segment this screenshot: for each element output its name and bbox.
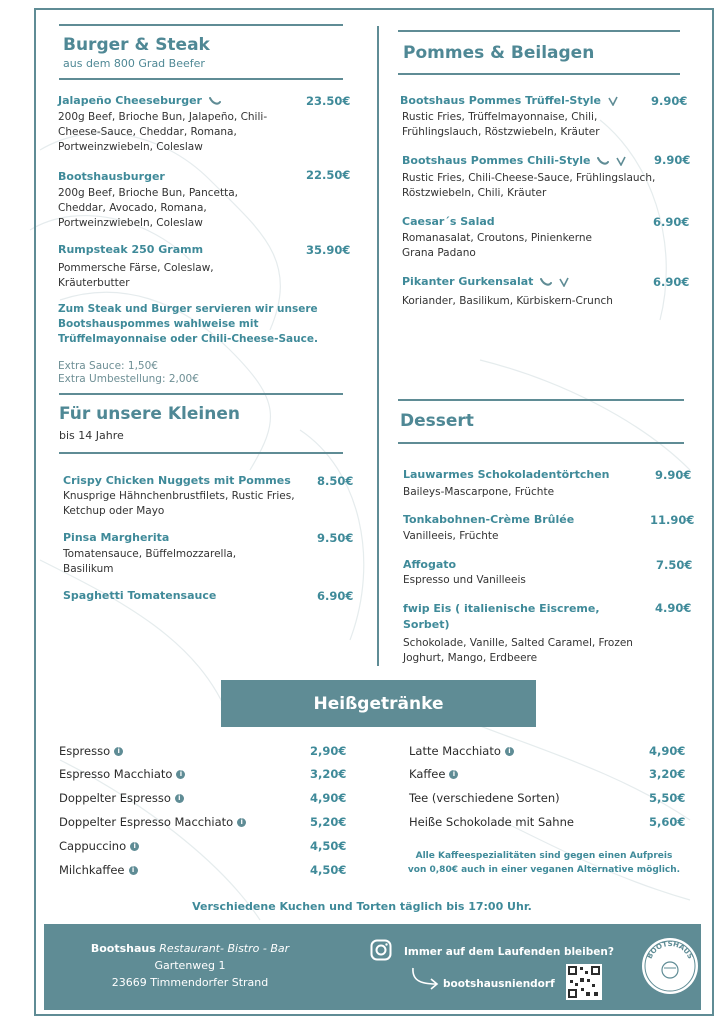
- menu-item-price: 11.90€: [650, 513, 695, 527]
- drink-price: 3,20€: [310, 767, 347, 781]
- footer: [44, 924, 701, 1010]
- kids-subtitle: bis 14 Jahre: [59, 429, 124, 442]
- menu-item-name: [400, 94, 618, 107]
- menu-item-desc: Rustic Fries, Chili-Cheese-Sauce, Frühlingslauch, Röstzwiebeln, Chili, Kräuter: [402, 172, 656, 199]
- menu-item-name: Caesar´s Salad: [402, 215, 495, 228]
- menu-item-name: Lauwarmes Schokoladentörtchen: [403, 468, 610, 481]
- instagram-icon[interactable]: [370, 939, 392, 961]
- menu-item-price: 6.90€: [653, 215, 690, 229]
- menu-item-desc: Romanasalat, Croutons, Pinienkerne Grana Padano: [402, 232, 593, 259]
- menu-item-desc: Baileys-Mascarpone, Früchte: [403, 486, 555, 498]
- menu-item-price: 9.90€: [655, 468, 692, 482]
- menu-item-price: 35.90€: [306, 243, 351, 257]
- vegan-note: [396, 849, 692, 877]
- svg-text:BOOTSHAUS: BOOTSHAUS: [645, 939, 695, 961]
- extra-sauce: Extra Sauce: 1,50€: [58, 360, 158, 372]
- drink-price: 5,20€: [310, 815, 347, 829]
- footer-tagline: Restaurant- Bistro - Bar: [159, 942, 290, 955]
- item-label: Bootshausburger: [58, 170, 165, 183]
- burger-end-rule: [59, 393, 343, 395]
- instagram-handle[interactable]: bootshausniendorf: [443, 978, 555, 990]
- footer-city: 23669 Timmendorfer Strand: [111, 976, 269, 989]
- drink-name: [409, 791, 560, 805]
- menu-item-price: 9.90€: [651, 94, 688, 108]
- drink-label: Espresso Macchiato: [59, 767, 173, 781]
- menu-item-name: Tonkabohnen-Crème Brûlée: [403, 513, 575, 526]
- menu-item-price: 22.50€: [306, 168, 351, 182]
- drink-name: [59, 815, 246, 829]
- footer-name: Bootshaus: [90, 942, 156, 955]
- menu-item-price: 6.90€: [653, 275, 690, 289]
- arrow-icon: [410, 966, 440, 990]
- info-icon: i: [129, 866, 138, 875]
- item-label: Bootshaus Pommes Chili-Style: [402, 154, 591, 167]
- menu-item-name: [58, 94, 221, 107]
- drink-price: 4,90€: [310, 791, 347, 805]
- dessert-bottom-rule: [398, 442, 684, 444]
- menu-item-price: 23.50€: [306, 94, 351, 108]
- menu-item-desc: Rustic Fries, Trüffelmayonnaise, Chili, Frühlingslauch, Röstzwiebeln, Kräuter: [402, 111, 600, 138]
- drink-price: 4,50€: [310, 839, 347, 853]
- drink-price: 5,50€: [649, 791, 686, 805]
- drink-label: Doppelter Espresso Macchiato: [59, 815, 234, 829]
- menu-item-price: 6.90€: [317, 589, 354, 603]
- info-icon: i: [176, 770, 185, 779]
- menu-item-price: 9.50€: [317, 531, 354, 545]
- burger-bottom-rule: [59, 78, 343, 80]
- info-icon: i: [130, 842, 139, 851]
- drink-label: Kaffee: [409, 767, 446, 781]
- drink-label: Tee (verschiedene Sorten): [409, 791, 560, 805]
- drink-label: Latte Macchiato: [409, 744, 501, 758]
- drink-name: [59, 767, 185, 781]
- info-icon: i: [175, 794, 184, 803]
- sides-title: Pommes & Beilagen: [403, 43, 595, 63]
- menu-item-name: Pinsa Margherita: [63, 531, 170, 544]
- drink-name: [409, 744, 514, 758]
- menu-item-name: Crispy Chicken Nuggets mit Pommes: [63, 474, 291, 487]
- drink-name: [59, 863, 138, 877]
- menu-item-desc: Tomatensauce, Büffelmozzarella, Basilikum: [63, 548, 237, 575]
- hot-drinks-banner: Heißgetränke: [221, 680, 536, 727]
- drink-price: 3,20€: [649, 767, 686, 781]
- chili-icon: [540, 277, 552, 287]
- qr-code[interactable]: [566, 964, 602, 1000]
- veggie-icon: [608, 96, 618, 106]
- item-label: Jalapeño Cheeseburger: [58, 94, 202, 107]
- menu-item-name: [58, 170, 165, 183]
- drink-price: 5,60€: [649, 815, 686, 829]
- menu-item-price: 8.50€: [317, 474, 354, 488]
- menu-item-price: 9.90€: [654, 153, 691, 167]
- footer-address: [44, 940, 336, 991]
- menu-item-desc: Pommersche Färse, Coleslaw, Kräuterbutter: [58, 262, 214, 289]
- menu-item-desc: Vanilleeis, Früchte: [403, 530, 499, 542]
- cake-note: Verschiedene Kuchen und Torten täglich bis 17:00 Uhr.: [192, 900, 532, 913]
- info-icon: i: [114, 747, 123, 756]
- menu-item-name: Affogato: [403, 558, 457, 571]
- footer-street: Gartenweg 1: [154, 959, 226, 972]
- drink-price: 4,50€: [310, 863, 347, 877]
- veggie-icon: [559, 277, 569, 287]
- drink-label: Cappuccino: [59, 839, 127, 853]
- drink-name: [59, 839, 139, 853]
- burger-note: Zum Steak und Burger servieren wir unsere Bootshauspommes wahlweise mit Trüffelmayonnaise oder Chili-Cheese-Sauce.: [58, 303, 318, 345]
- menu-item-name: [58, 243, 203, 256]
- footer-name-line: [44, 940, 336, 957]
- vegan-note-line-2: von 0,80€ auch in einer veganen Alternative möglich.: [407, 865, 681, 875]
- extra-umbestellung: Extra Umbestellung: 2,00€: [58, 373, 199, 385]
- drink-label: Heiße Schokolade mit Sahne: [409, 815, 574, 829]
- kids-rule: [59, 452, 343, 454]
- drink-name: [409, 815, 574, 829]
- menu-item-desc: Koriander, Basilikum, Kürbiskern-Crunch: [402, 295, 613, 307]
- drink-name: [59, 791, 184, 805]
- drink-price: 2,90€: [310, 744, 347, 758]
- dessert-top-rule: [398, 399, 684, 401]
- sides-bottom-rule: [398, 73, 680, 75]
- menu-item-price: 4.90€: [655, 601, 692, 615]
- drink-label: Doppelter Espresso: [59, 791, 171, 805]
- drink-label: Milchkaffee: [59, 863, 125, 877]
- menu-item-desc: 200g Beef, Brioche Bun, Pancetta, Cheddar, Avocado, Romana, Portweinzwiebeln, Coleslaw: [58, 187, 239, 229]
- info-icon: i: [237, 818, 246, 827]
- menu-item-name: Spaghetti Tomatensauce: [63, 589, 217, 602]
- instagram-prompt: Immer auf dem Laufenden bleiben?: [404, 946, 614, 958]
- drink-price: 4,90€: [649, 744, 686, 758]
- item-label: Rumpsteak 250 Gramm: [58, 243, 204, 256]
- menu-item-desc: 200g Beef, Brioche Bun, Jalapeño, Chili-Cheese-Sauce, Cheddar, Romana, Portweinzwiebeln, Coleslaw: [58, 111, 268, 153]
- menu-item-name: fwip Eis ( italienische Eiscreme, Sorbet): [403, 602, 600, 631]
- menu-item-name: [402, 275, 569, 288]
- bootshaus-logo: [640, 936, 700, 996]
- burger-title: Burger & Steak: [63, 35, 210, 55]
- info-icon: i: [505, 747, 514, 756]
- drink-name: [409, 767, 458, 781]
- menu-item-desc: Schokolade, Vanille, Salted Caramel, Frozen Joghurt, Mango, Erdbeere: [403, 637, 633, 664]
- dessert-title: Dessert: [400, 411, 474, 431]
- column-divider: [377, 26, 379, 666]
- chili-icon: [597, 156, 609, 166]
- burger-top-rule: [59, 24, 343, 26]
- burger-subtitle: aus dem 800 Grad Beefer: [63, 57, 205, 70]
- item-label: Pikanter Gurkensalat: [402, 275, 534, 288]
- item-label: Bootshaus Pommes Trüffel-Style: [400, 94, 601, 107]
- sides-top-rule: [398, 30, 680, 32]
- drink-name: [59, 744, 123, 758]
- info-icon: i: [449, 770, 458, 779]
- menu-item-name: [402, 154, 626, 167]
- chili-icon: [209, 96, 221, 106]
- menu-item-desc: Espresso und Vanilleeis: [403, 574, 526, 586]
- menu-item-desc: Knusprige Hähnchenbrustfilets, Rustic Fries, Ketchup oder Mayo: [63, 490, 295, 517]
- kids-title: Für unsere Kleinen: [59, 404, 240, 424]
- menu-item-price: 7.50€: [656, 558, 693, 572]
- drink-label: Espresso: [59, 744, 111, 758]
- vegan-note-line-1: Alle Kaffeespezialitäten sind gegen einen Aufpreis: [415, 851, 673, 861]
- veggie-icon: [616, 156, 626, 166]
